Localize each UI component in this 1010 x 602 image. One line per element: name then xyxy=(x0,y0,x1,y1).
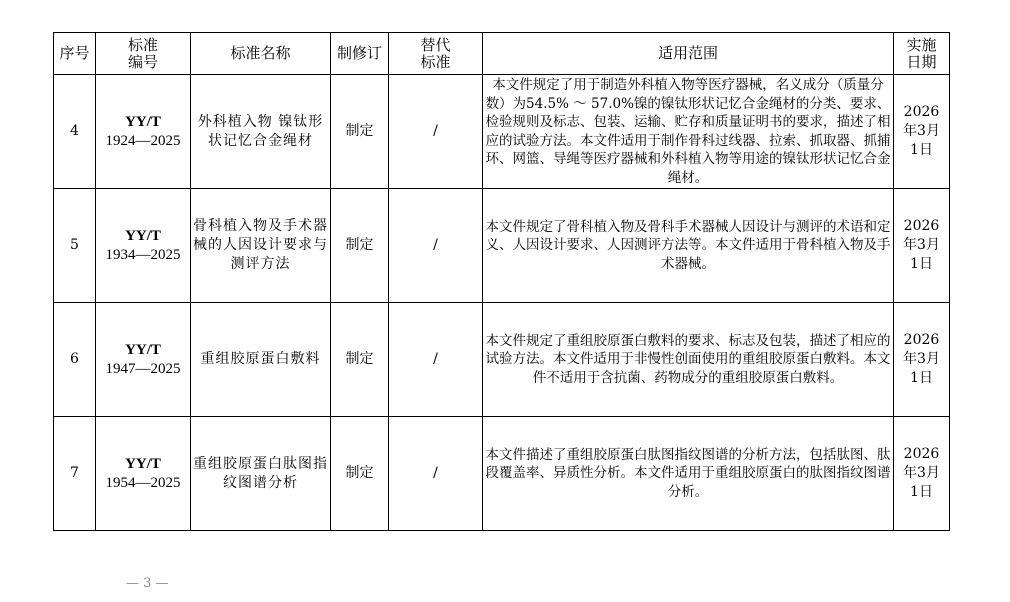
row-date-year: 2026 xyxy=(903,218,940,234)
row-code-prefix: YY/T xyxy=(125,113,161,130)
row-replace: / xyxy=(389,417,483,531)
row-name: 重组胶原蛋白肽图指纹图谱分析 xyxy=(191,417,331,531)
header-seq xyxy=(54,33,96,75)
row-seq: 6 xyxy=(54,303,96,417)
row-name: 重组胶原蛋白敷料 xyxy=(191,303,331,417)
row-revise: 制定 xyxy=(331,303,389,417)
header-replace xyxy=(389,33,483,75)
table-row xyxy=(54,189,950,303)
table-header-row xyxy=(54,33,950,75)
row-code-number: 1934—2025 xyxy=(105,246,181,263)
row-revise: 制定 xyxy=(331,75,389,189)
row-code-prefix: YY/T xyxy=(125,341,161,358)
row-code-number: 1954—2025 xyxy=(105,474,181,491)
row-scope: 本文件规定了重组胶原蛋白敷料的要求、标志及包装，描述了相应的试验方法。本文件适用于非慢性创面使用的重组胶原蛋白敷料。本文件不适用于含抗菌、药物成分的重组胶原蛋白敷料。 xyxy=(483,303,894,417)
row-replace: / xyxy=(389,303,483,417)
table-row xyxy=(54,303,950,417)
row-date-day: 1日 xyxy=(910,142,933,158)
row-date xyxy=(894,189,950,303)
header-replace-line1: 替代 xyxy=(420,35,451,54)
header-code-line2: 编号 xyxy=(127,52,158,71)
row-date-month: 年3月 xyxy=(903,351,940,367)
row-replace: / xyxy=(389,189,483,303)
row-scope: 本文件规定了骨科植入物及骨科手术器械人因设计与测评的术语和定义、人因设计要求、人因测评方法等。本文件适用于骨科植入物及手术器械。 xyxy=(483,189,894,303)
row-code xyxy=(96,75,191,189)
row-date-month: 年3月 xyxy=(903,123,940,139)
row-code xyxy=(96,303,191,417)
row-name: 外科植入物 镍钛形状记忆合金绳材 xyxy=(191,75,331,189)
row-date-year: 2026 xyxy=(903,104,940,120)
table-row xyxy=(54,417,950,531)
row-code-number: 1924—2025 xyxy=(105,132,181,149)
header-revise xyxy=(331,33,389,75)
table-row xyxy=(54,75,950,189)
row-replace: / xyxy=(389,75,483,189)
header-code xyxy=(96,33,191,75)
row-revise: 制定 xyxy=(331,417,389,531)
row-date-month: 年3月 xyxy=(903,465,940,481)
header-scope-label: 适用范围 xyxy=(657,44,718,62)
header-date xyxy=(894,33,950,75)
header-scope xyxy=(483,33,894,75)
header-name-label: 标准名称 xyxy=(230,44,291,62)
row-code-prefix: YY/T xyxy=(125,455,161,472)
row-code xyxy=(96,417,191,531)
page-number: — 3 — xyxy=(126,576,169,591)
row-date-month: 年3月 xyxy=(903,237,940,253)
row-code-prefix: YY/T xyxy=(125,227,161,244)
row-seq: 5 xyxy=(54,189,96,303)
row-seq: 4 xyxy=(54,75,96,189)
header-revise-label: 制修订 xyxy=(336,44,382,62)
header-date-line2: 日期 xyxy=(906,52,937,71)
row-seq: 7 xyxy=(54,417,96,531)
row-code xyxy=(96,189,191,303)
row-date xyxy=(894,417,950,531)
standards-table xyxy=(53,32,950,531)
row-name: 骨科植入物及手术器械的人因设计要求与测评方法 xyxy=(191,189,331,303)
header-replace-line2: 标准 xyxy=(420,52,451,71)
row-date-year: 2026 xyxy=(903,446,940,462)
row-scope: 本文件规定了用于制造外科植入物等医疗器械，名义成分（质量分数）为54.5% ～ 57.0%镍的镍钛形状记忆合金绳材的分类、要求、检验规则及标志、包装、运输、贮存和质量证明书的要求，描述了相应的试验方法。本文件适用于制作骨科过线器、拉索、抓取器、抓捕环、网篮、导绳等医疗器械和外科植入物等用途的镍钛形状记忆合金绳材。 xyxy=(483,75,894,189)
row-code-number: 1947—2025 xyxy=(105,360,181,377)
row-revise: 制定 xyxy=(331,189,389,303)
row-date xyxy=(894,75,950,189)
header-name xyxy=(191,33,331,75)
row-date-day: 1日 xyxy=(910,256,933,272)
header-date-line1: 实施 xyxy=(906,35,937,54)
row-date xyxy=(894,303,950,417)
row-date-day: 1日 xyxy=(910,484,933,500)
header-seq-label: 序号 xyxy=(59,44,90,62)
header-code-line1: 标准 xyxy=(127,35,158,54)
row-date-day: 1日 xyxy=(910,370,933,386)
row-scope: 本文件描述了重组胶原蛋白肽图指纹图谱的分析方法，包括肽图、肽段覆盖率、异质性分析。本文件适用于重组胶原蛋白的肽图指纹图谱分析。 xyxy=(483,417,894,531)
row-date-year: 2026 xyxy=(903,332,940,348)
